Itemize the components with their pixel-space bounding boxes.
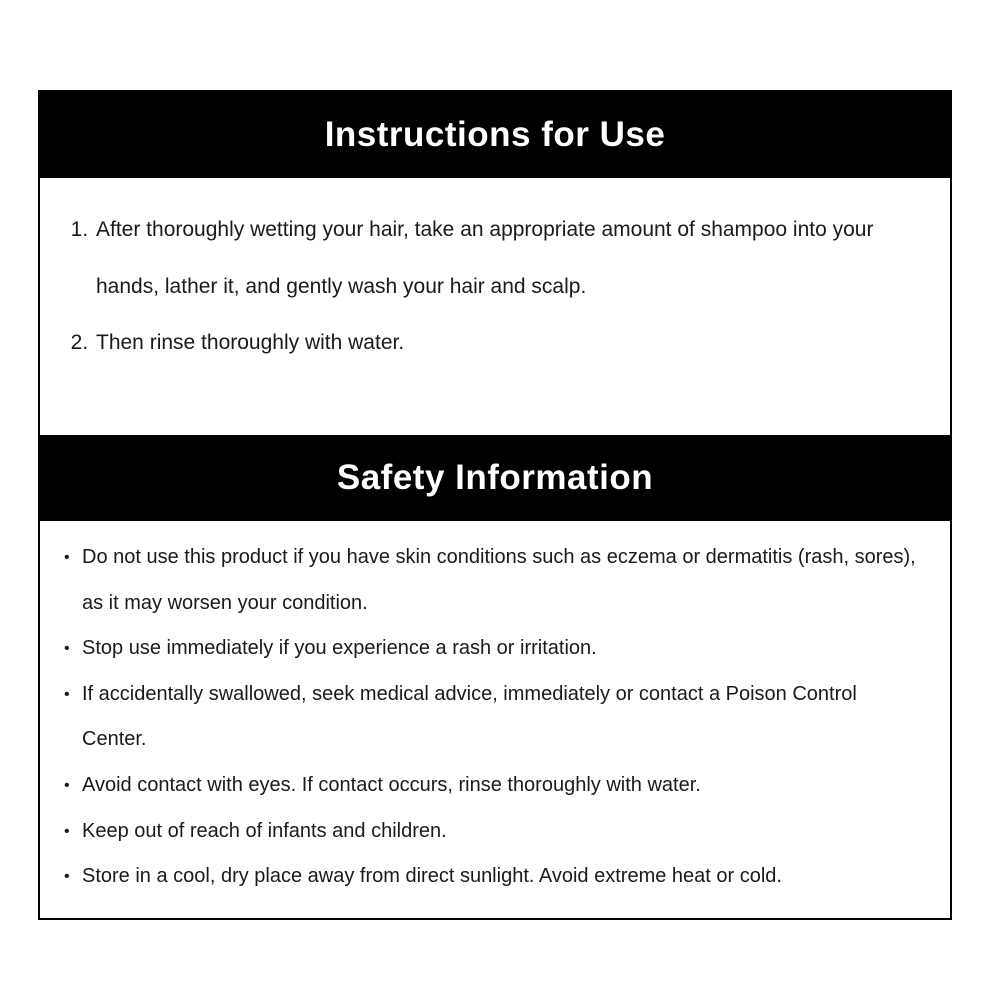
instructions-title: Instructions for Use <box>324 115 666 154</box>
list-item: • Keep out of reach of infants and children. <box>82 809 920 855</box>
list-item: • If accidentally swallowed, seek medical advice, immediately or contact a Poison Control Center. <box>82 672 920 763</box>
instructions-list <box>40 178 950 372</box>
list-item: 1. After thoroughly wetting your hair, take an appropriate amount of shampoo into your hands, lather it, and gently wash your hair and scalp. <box>94 202 926 315</box>
safety-title: Safety Information <box>336 458 654 497</box>
instructions-section <box>40 178 950 435</box>
list-item: 2. Then rinse thoroughly with water. <box>94 315 926 372</box>
instructions-header <box>40 92 950 178</box>
product-label-panel <box>38 90 952 920</box>
list-item: • Avoid contact with eyes. If contact occurs, rinse thoroughly with water. <box>82 763 920 809</box>
safety-header <box>40 435 950 521</box>
safety-list <box>40 521 950 900</box>
list-item: • Store in a cool, dry place away from direct sunlight. Avoid extreme heat or cold. <box>82 854 920 900</box>
list-item: • Do not use this product if you have skin conditions such as eczema or dermatitis (rash, sores), as it may worsen your condition. <box>82 535 920 626</box>
list-item: • Stop use immediately if you experience a rash or irritation. <box>82 626 920 672</box>
safety-section <box>40 521 950 918</box>
